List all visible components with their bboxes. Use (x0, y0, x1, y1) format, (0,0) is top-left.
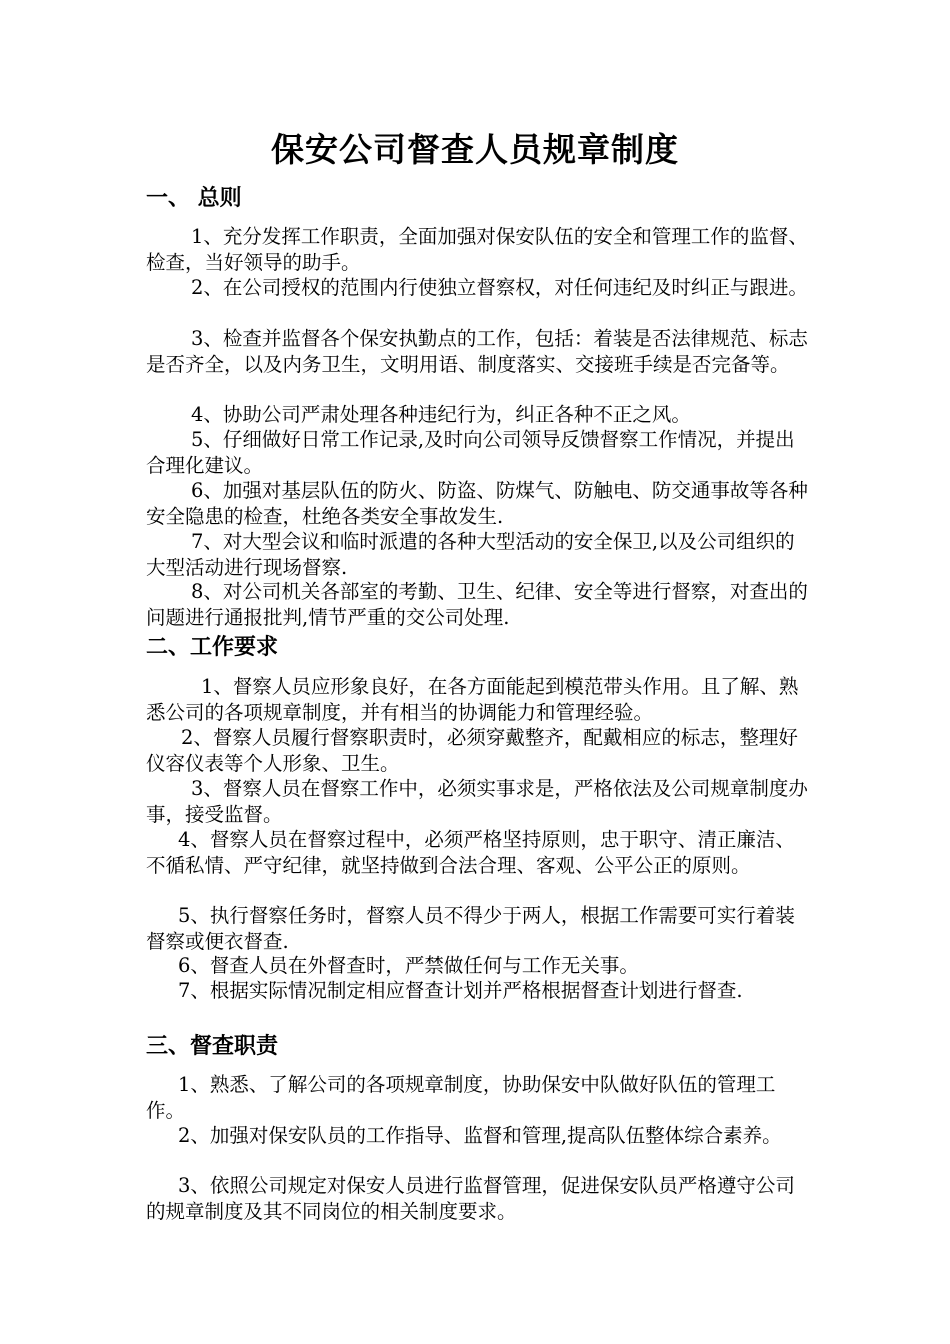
clause-2-3: 3、督察人员在督察工作中，必须实事求是，严格依法及公司规章制度办事，接受监督。 (146, 777, 808, 826)
clause-1-2: 2、在公司授权的范围内行使独立督察权，对任何违纪及时纠正与跟进。 (191, 276, 808, 299)
clause-1-6: 6、加强对基层队伍的防火、防盗、防煤气、防触电、防交通事故等各种安全隐患的检查，杜绝各类安全事故发生. (146, 479, 808, 528)
clause-3-1: 1、熟悉、了解公司的各项规章制度，协助保安中队做好队伍的管理工作。 (146, 1073, 776, 1122)
clause-3-3: 3、依照公司规定对保安人员进行监督管理，促进保安队员严格遵守公司的规章制度及其不同岗位的相关制度要求。 (146, 1174, 795, 1223)
document-title: 保安公司督查人员规章制度 (271, 130, 679, 169)
section-heading-inspection-duties: 三、督查职责 (146, 1033, 279, 1059)
clause-2-7: 7、根据实际情况制定相应督查计划并严格根据督查计划进行督查. (178, 979, 743, 1002)
clause-3-2: 2、加强对保安队员的工作指导、监督和管理,提高队伍整体综合素养。 (178, 1124, 782, 1147)
clause-2-5: 5、执行督察任务时，督察人员不得少于两人，根据工作需要可实行着装督察或便衣督查. (146, 904, 795, 953)
clause-2-4: 4、督察人员在督察过程中，必须严格坚持原则，忠于职守、清正廉洁、不循私情、严守纪律，就坚持做到合法合理、客观、公平公正的原则。 (146, 828, 795, 877)
clause-1-3: 3、检查并监督各个保安执勤点的工作，包括：着装是否法律规范、标志是否齐全，以及内务卫生，文明用语、制度落实、交接班手续是否完备等。 (146, 327, 808, 376)
clause-2-2: 2、督察人员履行督察职责时，必须穿戴整齐，配戴相应的标志，整理好仪容仪表等个人形象、卫生。 (146, 726, 798, 775)
clause-2-6: 6、督查人员在外督查时，严禁做任何与工作无关事。 (178, 954, 639, 977)
clause-1-7: 7、对大型会议和临时派遣的各种大型活动的安全保卫,以及公司组织的大型活动进行现场督察. (146, 530, 795, 579)
section-heading-general: 一、 总则 (146, 185, 242, 211)
clause-1-1: 1、充分发挥工作职责，全面加强对保安队伍的安全和管理工作的监督、检查，当好领导的助手。 (146, 225, 808, 274)
clause-1-4: 4、协助公司严肃处理各种违纪行为，纠正各种不正之风。 (191, 403, 691, 426)
clause-1-8: 8、对公司机关各部室的考勤、卫生、纪律、安全等进行督察，对查出的问题进行通报批判,情节严重的交公司处理. (146, 580, 808, 629)
clause-1-5: 5、仔细做好日常工作记录,及时向公司领导反馈督察工作情况，并提出合理化建议。 (146, 428, 795, 477)
section-heading-work-requirements: 二、工作要求 (146, 634, 279, 660)
clause-2-1: 1、督察人员应形象良好，在各方面能起到模范带头作用。且了解、熟悉公司的各项规章制度，并有相当的协调能力和管理经验。 (146, 675, 799, 724)
